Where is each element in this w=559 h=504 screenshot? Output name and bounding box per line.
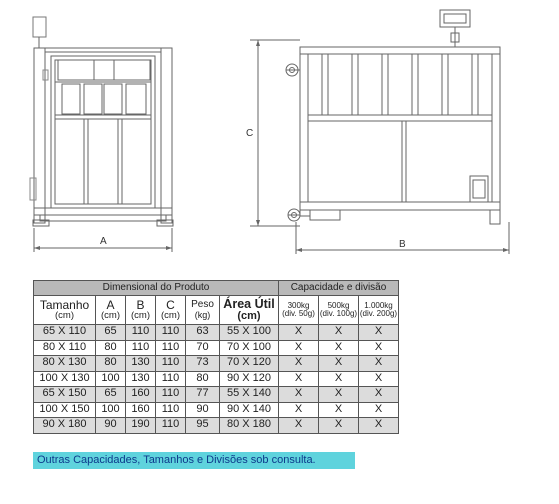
- cell-useful-area: 55 X 100: [220, 325, 279, 341]
- table-row: [34, 402, 399, 418]
- capacity-division-header: Capacidade e divisão: [279, 281, 399, 296]
- cell-500kg: X: [319, 418, 359, 434]
- cell-500kg: X: [319, 325, 359, 341]
- cell-weight: 95: [186, 418, 220, 434]
- cell-c: 110: [156, 356, 186, 372]
- cell-size: 80 X 110: [34, 340, 96, 356]
- cell-300kg: X: [279, 387, 319, 403]
- cell-1000kg: X: [359, 418, 399, 434]
- footnote-banner: Outras Capacidades, Tamanhos e Divisões sob consulta.: [33, 452, 355, 469]
- column-header-row: [34, 296, 399, 325]
- cell-300kg: X: [279, 356, 319, 372]
- cell-useful-area: 55 X 140: [220, 387, 279, 403]
- cell-300kg: X: [279, 418, 319, 434]
- cell-c: 110: [156, 340, 186, 356]
- column-header-weight: Peso (kg): [186, 296, 220, 325]
- cell-1000kg: X: [359, 402, 399, 418]
- cell-weight: 63: [186, 325, 220, 341]
- cell-300kg: X: [279, 340, 319, 356]
- cell-a: 100: [96, 402, 126, 418]
- cell-useful-area: 90 X 120: [220, 371, 279, 387]
- front-view-drawing: [30, 17, 173, 252]
- cell-a: 65: [96, 387, 126, 403]
- column-header-capacity-1000kg: 1.000kg (div. 200g): [359, 296, 399, 325]
- cell-size: 80 X 130: [34, 356, 96, 372]
- cell-a: 65: [96, 325, 126, 341]
- cell-c: 110: [156, 371, 186, 387]
- cell-300kg: X: [279, 402, 319, 418]
- cell-c: 110: [156, 325, 186, 341]
- cell-a: 90: [96, 418, 126, 434]
- cell-size: 100 X 150: [34, 402, 96, 418]
- cell-1000kg: X: [359, 340, 399, 356]
- cell-weight: 70: [186, 340, 220, 356]
- column-header-capacity-500kg: 500kg (div. 100g): [319, 296, 359, 325]
- cell-weight: 77: [186, 387, 220, 403]
- cell-b: 110: [126, 340, 156, 356]
- dimension-c-label: C: [246, 128, 254, 139]
- cell-1000kg: X: [359, 387, 399, 403]
- cell-b: 130: [126, 356, 156, 372]
- table-row: [34, 387, 399, 403]
- dimension-a-label: A: [100, 236, 107, 247]
- cell-300kg: X: [279, 371, 319, 387]
- cell-1000kg: X: [359, 371, 399, 387]
- cell-b: 130: [126, 371, 156, 387]
- cell-b: 160: [126, 387, 156, 403]
- cell-1000kg: X: [359, 356, 399, 372]
- table-row: [34, 418, 399, 434]
- cell-size: 90 X 180: [34, 418, 96, 434]
- group-header-row: [34, 281, 399, 296]
- cell-c: 110: [156, 387, 186, 403]
- table-row: [34, 325, 399, 341]
- column-header-size: Tamanho (cm): [34, 296, 96, 325]
- table-row: [34, 371, 399, 387]
- cell-useful-area: 70 X 100: [220, 340, 279, 356]
- cell-b: 110: [126, 325, 156, 341]
- table-row: [34, 356, 399, 372]
- cell-500kg: X: [319, 402, 359, 418]
- dimension-b-label: B: [399, 239, 406, 250]
- column-header-capacity-300kg: 300kg (div. 50g): [279, 296, 319, 325]
- cell-c: 110: [156, 402, 186, 418]
- column-header-b: B (cm): [126, 296, 156, 325]
- cell-useful-area: 70 X 120: [220, 356, 279, 372]
- cell-a: 80: [96, 340, 126, 356]
- side-view-drawing: [250, 10, 509, 254]
- cell-500kg: X: [319, 371, 359, 387]
- cell-size: 65 X 110: [34, 325, 96, 341]
- table-row: [34, 340, 399, 356]
- product-dimensions-header: Dimensional do Produto: [34, 281, 279, 296]
- specifications-table: [33, 280, 399, 434]
- cell-useful-area: 80 X 180: [220, 418, 279, 434]
- cell-500kg: X: [319, 356, 359, 372]
- cell-1000kg: X: [359, 325, 399, 341]
- cell-b: 160: [126, 402, 156, 418]
- cell-size: 100 X 130: [34, 371, 96, 387]
- cell-b: 190: [126, 418, 156, 434]
- cell-500kg: X: [319, 387, 359, 403]
- cell-weight: 90: [186, 402, 220, 418]
- cell-c: 110: [156, 418, 186, 434]
- cell-weight: 80: [186, 371, 220, 387]
- cell-300kg: X: [279, 325, 319, 341]
- cell-weight: 73: [186, 356, 220, 372]
- cell-a: 100: [96, 371, 126, 387]
- cell-500kg: X: [319, 340, 359, 356]
- column-header-useful-area: Área Útil (cm): [220, 296, 279, 325]
- cell-a: 80: [96, 356, 126, 372]
- column-header-c: C (cm): [156, 296, 186, 325]
- cell-size: 65 X 150: [34, 387, 96, 403]
- cell-useful-area: 90 X 140: [220, 402, 279, 418]
- column-header-a: A (cm): [96, 296, 126, 325]
